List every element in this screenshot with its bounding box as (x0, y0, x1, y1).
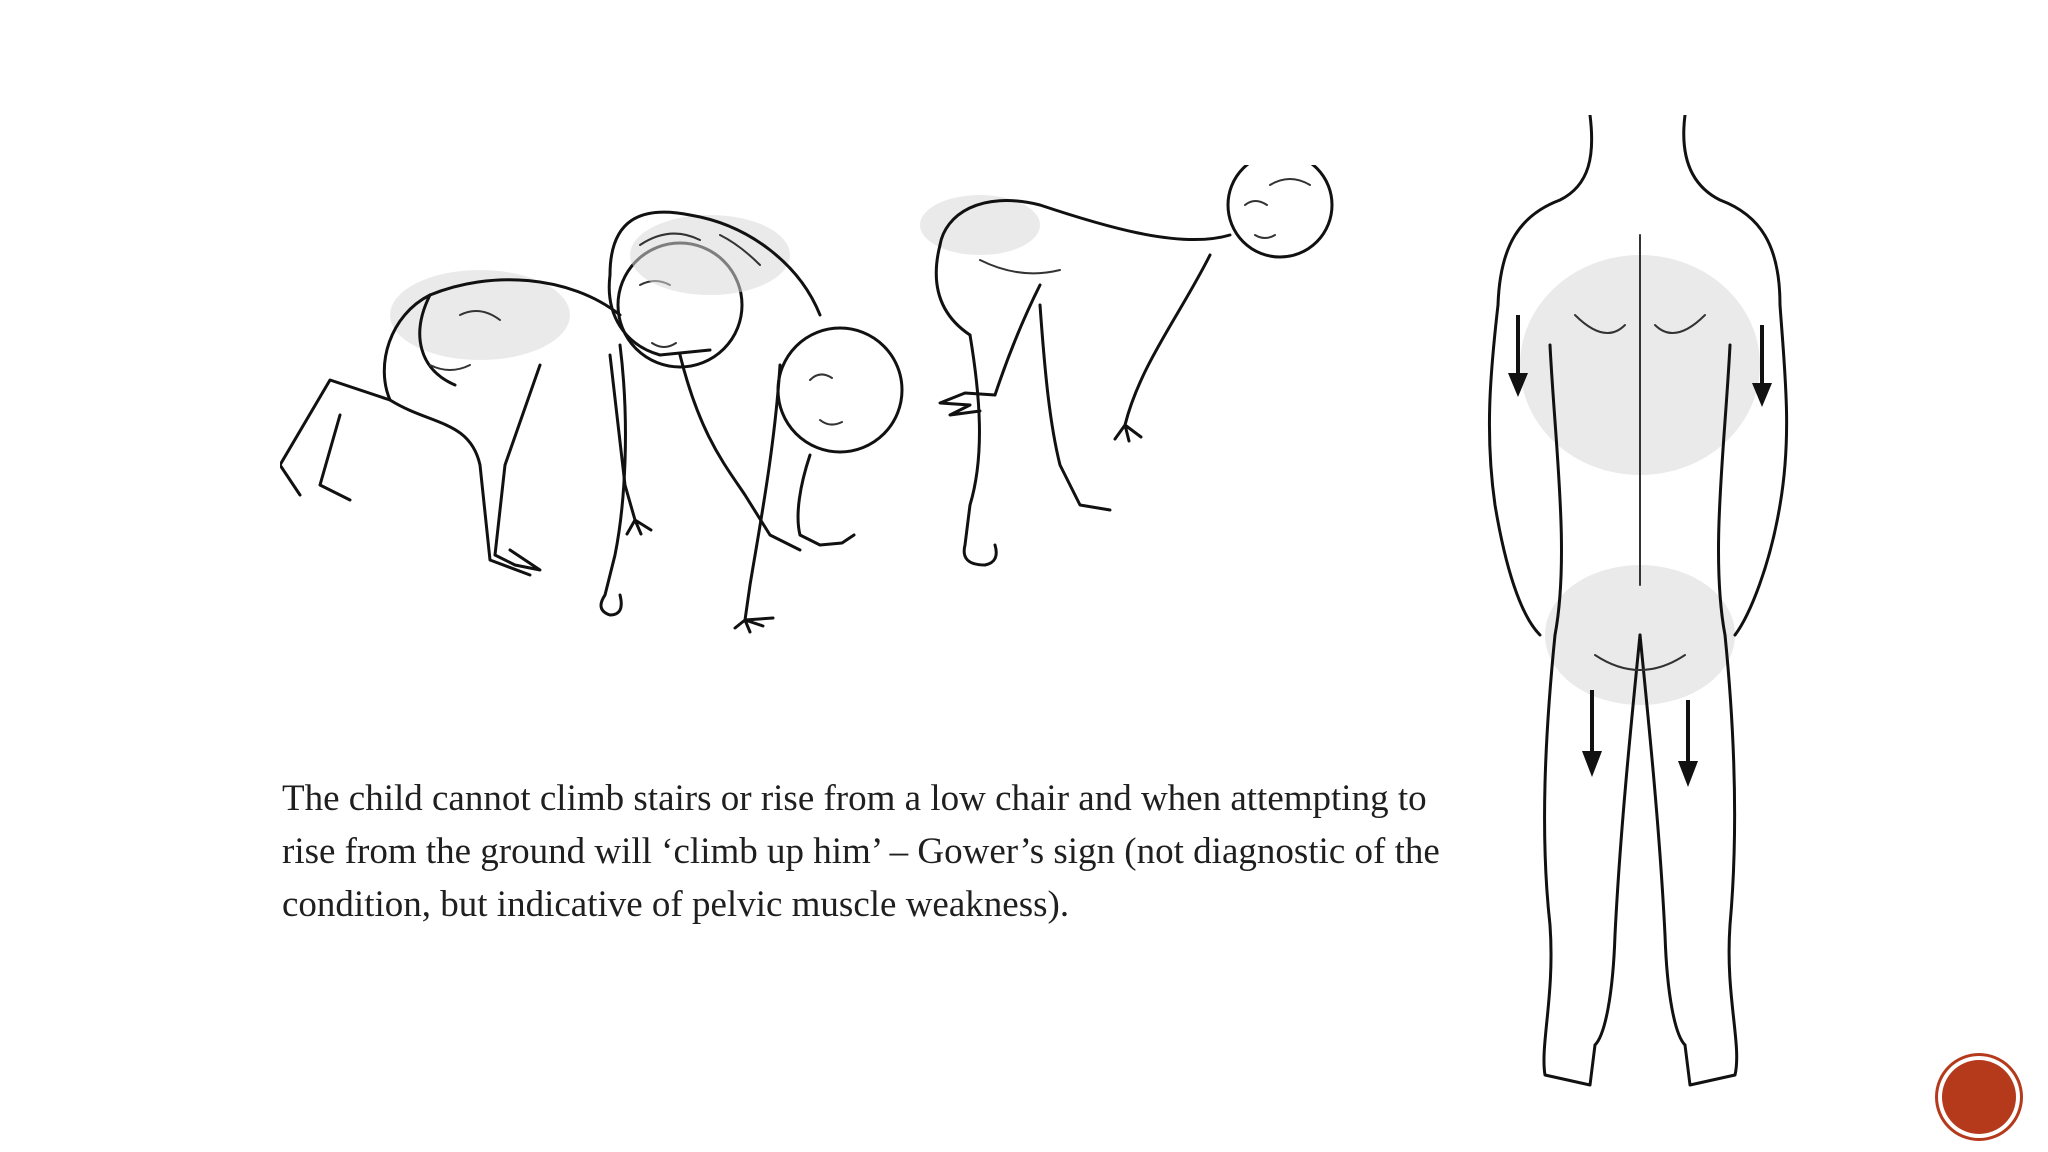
down-arrow-icon (1582, 690, 1602, 777)
child-on-all-fours-icon (280, 243, 742, 575)
child-bending-hands-on-floor-icon (601, 212, 902, 632)
child-standing-rear-view-icon (1480, 115, 1800, 1115)
down-arrow-icon (1678, 700, 1698, 787)
child-hands-on-knees-icon (920, 165, 1332, 565)
gowers-sign-illustration (280, 165, 1450, 725)
caption-text: The child cannot climb stairs or rise from a low chair and when attempting to rise from the ground will ‘climb up him’ – Gower’s sign (not diagnostic of the condition, but indicative of pelvic muscle weakness). (282, 778, 1440, 925)
slide-number-circle-icon (1942, 1060, 2016, 1134)
